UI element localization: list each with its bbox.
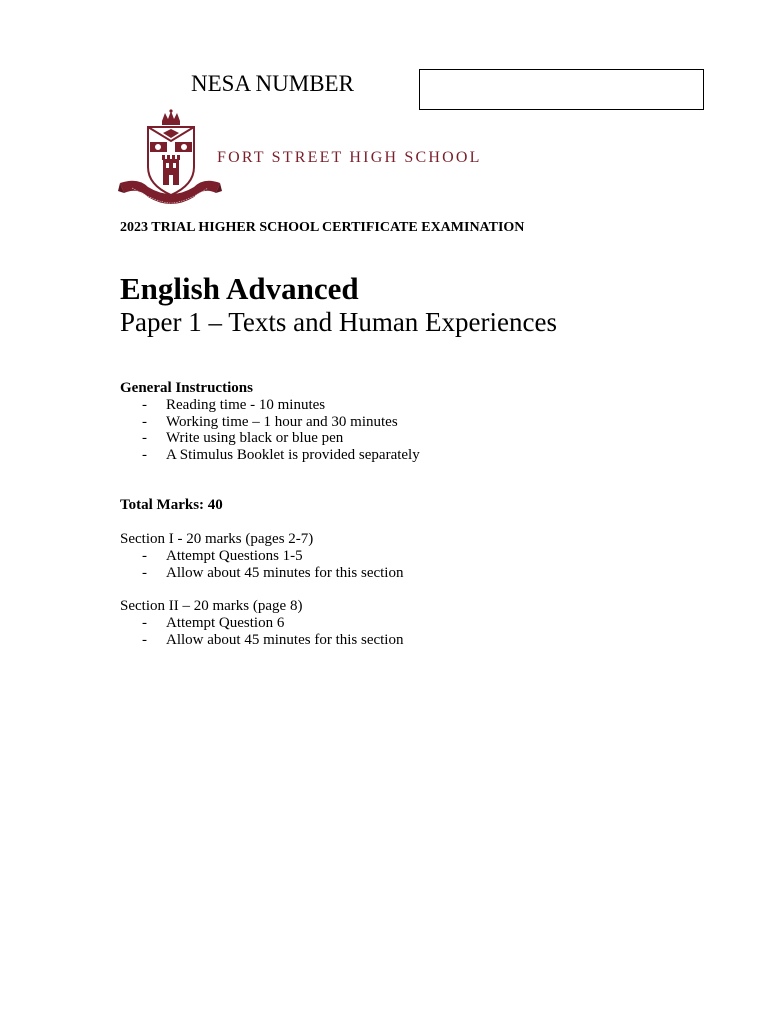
dash-bullet: - [142, 413, 147, 430]
list-item-text: Attempt Question 6 [166, 615, 285, 631]
dash-bullet: - [142, 430, 147, 447]
list-item [120, 397, 420, 414]
paper-title: Paper 1 – Texts and Human Experiences [120, 307, 557, 337]
dash-bullet: - [142, 548, 147, 564]
section-1-heading: Section I - 20 marks (pages 2-7) [120, 531, 314, 547]
list-item-text: Allow about 45 minutes for this section [166, 564, 404, 581]
nesa-number-field[interactable] [419, 69, 704, 110]
list-item-text: Reading time - 10 minutes [166, 397, 326, 413]
exam-title: 2023 TRIAL HIGHER SCHOOL CERTIFICATE EXAMINATION [120, 220, 525, 235]
list-item [120, 565, 403, 582]
general-instructions-list [120, 397, 420, 464]
dash-bullet: - [142, 447, 147, 464]
list-item [120, 548, 403, 565]
list-item [120, 430, 420, 447]
nesa-number-label: NESA NUMBER [191, 71, 354, 96]
dash-bullet: - [142, 397, 147, 413]
dash-bullet: - [142, 631, 147, 648]
list-item-text: Allow about 45 minutes for this section [166, 631, 404, 648]
dash-bullet: - [142, 615, 147, 631]
list-item-text: Working time – 1 hour and 30 minutes [166, 413, 398, 430]
section-1-list [120, 548, 403, 581]
general-instructions-heading: General Instructions [120, 380, 253, 396]
crown-icon [162, 109, 180, 125]
total-marks: Total Marks: 40 [120, 497, 223, 513]
section-2-heading: Section II – 20 marks (page 8) [120, 598, 303, 614]
list-item-text: A Stimulus Booklet is provided separately [166, 447, 420, 464]
list-item [120, 632, 403, 649]
school-crest-logo [118, 109, 222, 209]
section-2-list [120, 615, 403, 648]
subject-title: English Advanced [120, 271, 359, 306]
list-item [120, 414, 420, 431]
list-item-text: Write using black or blue pen [166, 430, 344, 447]
dash-bullet: - [142, 564, 147, 581]
list-item [120, 447, 420, 464]
list-item [120, 615, 403, 632]
list-item-text: Attempt Questions 1-5 [166, 548, 303, 564]
school-name: FORT STREET HIGH SCHOOL [217, 149, 482, 166]
